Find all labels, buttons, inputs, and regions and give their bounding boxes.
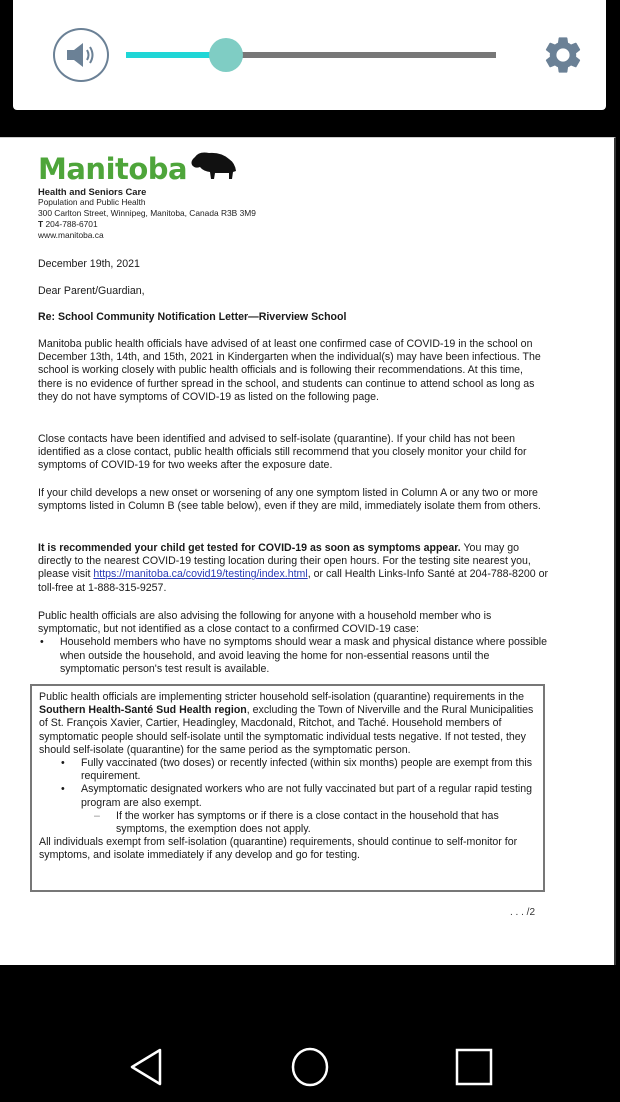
list-item: • Household members who have no symptoms should wear a mask and physical distance where possible when outside the household, and avoid leaving the home for non-essential reasons until the symptomatic person's test result is available. <box>38 636 548 676</box>
slider-thumb[interactable] <box>209 38 243 72</box>
exemption-sub-list <box>94 810 536 836</box>
letterhead <box>38 186 256 241</box>
greeting: Dear Parent/Guardian, <box>38 285 145 297</box>
household-advice-intro: Public health officials are also advising the following for anyone with a household member who is symptomatic, but not identified as a close contact to a confirmed COVID-19 case: <box>38 610 492 636</box>
settings-button[interactable] <box>540 32 586 78</box>
testing-text: You may go directly to the nearest COVID-19 testing location during their open hours. For the testing site nearest you, please visit <box>38 542 531 581</box>
department: Health and Seniors Care <box>38 186 147 197</box>
region-name: Southern Health-Santé Sud Health region <box>39 704 247 717</box>
exemption-list <box>59 757 536 810</box>
paragraph-1: Manitoba public health officials have advised of at least one confirmed case of COVID-19 in the school on December 13th, 14th, and 15th, 2021 in Kindergarten when the individual(s) may have been infectious. The school is working closely with public health officials and is following their recommendations. At this time, there is no evidence of further spread in the school, and students can continue to attend school as long as they do not have symptoms of COVID-19 as listed on the following page. <box>38 338 541 403</box>
home-circle-icon <box>290 1047 330 1087</box>
notice-intro <box>39 691 536 757</box>
phone-label: T <box>38 219 44 229</box>
household-advice-list <box>38 636 548 676</box>
paragraph-5 <box>38 610 548 676</box>
paragraph-2: Close contacts have been identified and advised to self-isolate (quarantine). If your child has not been identified as a close contact, public health officials still recommend that you closely monitor your child for symptoms of COVID-19 for two weeks after the exposure date. <box>38 433 527 472</box>
speaker-volume-icon <box>64 40 98 70</box>
paragraph-3: If your child develops a new onset or worsening of any one symptom listed in Column A or any two or more symptoms listed in Column B (see table below), even if they are mild, immediately isolate them from others. <box>38 487 541 513</box>
phone-number: 204-788-6701 <box>45 219 98 229</box>
list-item: • Fully vaccinated (two doses) or recently infected (within six months) people are exempt from this requirement. <box>59 757 536 783</box>
phone-line <box>38 219 256 230</box>
back-button[interactable] <box>127 1047 167 1087</box>
recents-button[interactable] <box>454 1047 494 1087</box>
logo-text: Manitoba <box>38 152 188 186</box>
health-links-text: , or call Health Links-Info Santé at 204-788-8200 or toll-free at 1-888-315-9257. <box>38 568 548 594</box>
letter-date: December 19th, 2021 <box>38 258 140 270</box>
paragraph-4 <box>38 542 548 595</box>
notice-text: Public health officials are implementing stricter household self-isolation (quarantine) requirements in the <box>39 691 525 703</box>
southern-health-notice-box <box>30 684 545 892</box>
list-item: – If the worker has symptoms or if there is a close contact in the household that has symptoms, the exemption does not apply. <box>94 810 536 836</box>
list-item: • Asymptomatic designated workers who are not fully vaccinated but part of a regular rapid testing program are also exempt. <box>59 783 536 809</box>
media-control-card <box>13 0 606 110</box>
volume-slider[interactable] <box>126 38 496 72</box>
address: 300 Carlton Street, Winnipeg, Manitoba, Canada R3B 3M9 <box>38 208 256 218</box>
subject-line: Re: School Community Notification Letter—Riverview School <box>38 311 347 323</box>
document-page[interactable] <box>0 137 616 965</box>
division: Population and Public Health <box>38 197 146 207</box>
navigation-bar <box>0 965 620 1102</box>
volume-button[interactable] <box>53 28 109 82</box>
recents-square-icon <box>454 1047 494 1087</box>
manitoba-logo <box>38 151 239 185</box>
testing-link[interactable]: https://manitoba.ca/covid19/testing/index.html <box>93 568 308 581</box>
notice-text-cont: , excluding the Town of Niverville and the Rural Municipalities of St. François Xavier, Cartier, Headingley, Macdonald, Ritchot, and Taché. Household members of symptomatic people should self-isolate until the symptomatic individual tests negative. If not tested, they should self-isolate (quarantine) for the same period as the symptomatic person. <box>39 704 534 756</box>
page-continuation-marker: . . . /2 <box>510 907 536 918</box>
back-triangle-icon <box>129 1047 165 1087</box>
website: www.manitoba.ca <box>38 230 104 240</box>
notice-closing: All individuals exempt from self-isolation (quarantine) requirements, should continue to self-monitor for symptoms, and isolate immediately if any develop and go for testing. <box>39 836 518 862</box>
testing-recommendation: It is recommended your child get tested for COVID-19 as soon as symptoms appear. <box>38 542 461 554</box>
gear-icon <box>541 33 585 77</box>
bison-icon <box>189 151 239 181</box>
home-button[interactable] <box>290 1047 330 1087</box>
